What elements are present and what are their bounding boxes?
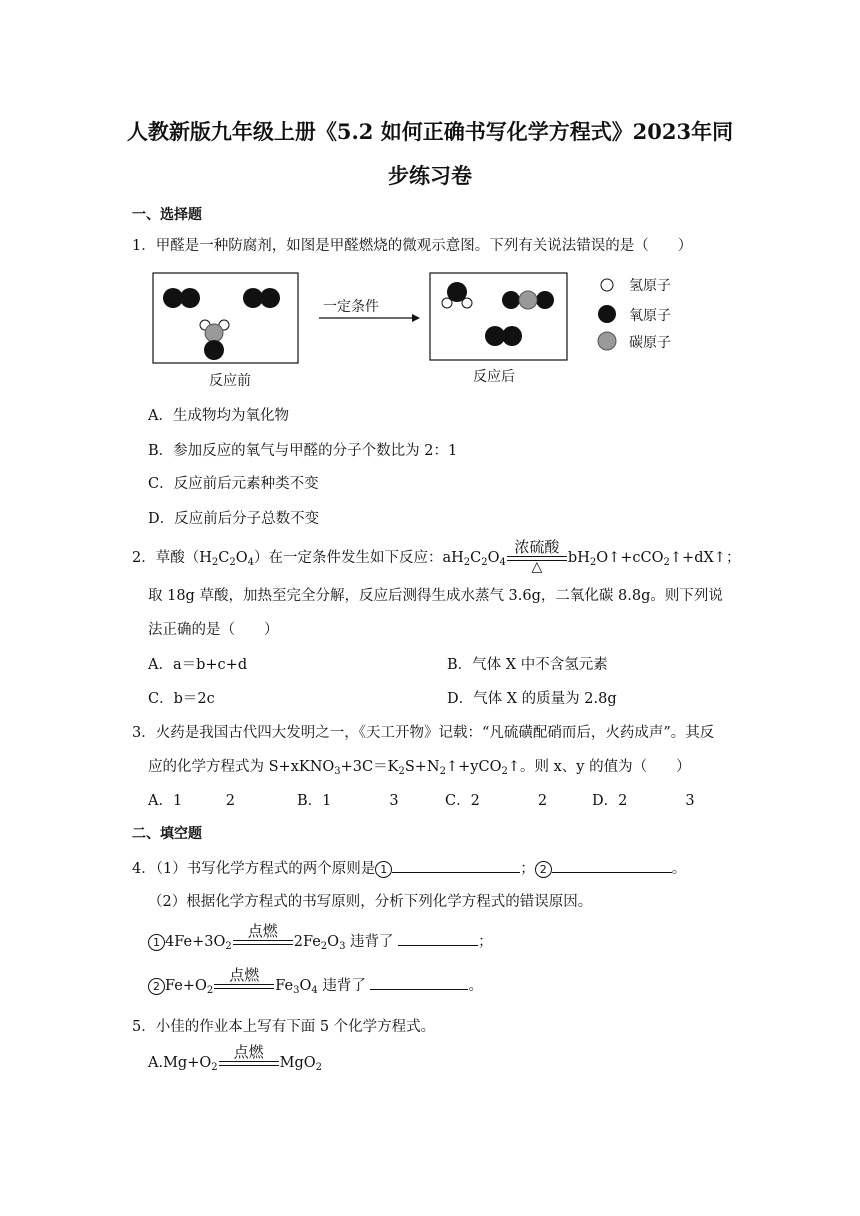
oxygen-atom — [502, 326, 522, 346]
q5-eq-a-condition: 点燃 — [233, 1043, 264, 1061]
carbon-atom — [519, 291, 537, 309]
page-title-line1: 人教新版九年级上册《5.2 如何正确书写化学方程式》2023年同 — [126, 119, 734, 144]
before-label: 反应前 — [209, 373, 251, 389]
oxygen-atom — [204, 340, 224, 360]
q4-eq2-condition: 点燃 — [229, 966, 260, 984]
q4-eq2-violate: 违背了 — [322, 978, 366, 994]
q4-eq2-sign — [214, 966, 274, 994]
q2-option-b: B．气体 X 中不含氢元素 — [447, 657, 608, 673]
q2-prefix: 2．草酸（H — [132, 550, 212, 566]
hydrogen-atom — [462, 298, 472, 308]
answer-blank-principle-1[interactable] — [392, 858, 520, 873]
q1-stem: 1．甲醛是一种防腐剂，如图是甲醛燃烧的微观示意图。下列有关说法错误的是（ ） — [132, 238, 693, 254]
hydrogen-atom — [442, 298, 452, 308]
legend-oxygen-label: 氧原子 — [629, 308, 671, 324]
legend-hydrogen-icon — [601, 279, 613, 291]
q4-eq1-sign — [233, 922, 293, 950]
q1-option-d: D．反应前后分子总数不变 — [148, 511, 320, 527]
q5-line1: 5．小佳的作业本上写有下面 5 个化学方程式。 — [132, 1019, 436, 1035]
q4-eq1: 1 $4Fe+3O_2$ 点燃 $2Fe_2O_3$ 违背了 ； — [148, 930, 493, 952]
before-box — [153, 273, 298, 363]
q2-line3: 法正确的是（ ） — [148, 622, 279, 638]
q1-option-a: A．生成物均为氧化物 — [148, 408, 289, 424]
q4-eq1-violate: 违背了 — [350, 934, 394, 950]
q1-figure — [152, 270, 692, 395]
q5-eq-a-sign — [219, 1043, 279, 1071]
q2-option-c: C．b＝2c — [148, 691, 215, 707]
circled-number-1: 1 — [375, 861, 392, 878]
q3-option-b: B．1 3 — [297, 793, 399, 809]
circled-number-1: 1 — [148, 934, 165, 951]
legend-hydrogen-label: 氢原子 — [629, 278, 671, 294]
q4-line1-prefix: 4．（1）书写化学方程式的两个原则是 — [132, 861, 376, 877]
q2-option-d: D．气体 X 的质量为 2.8g — [447, 691, 617, 707]
q5-eq-a: $A.Mg+O_2$ 点燃 MgO$_2$ — [148, 1043, 323, 1073]
oxygen-atom — [536, 291, 554, 309]
q1-option-b: B．参加反应的氧气与甲醛的分子个数比为 2：1 — [148, 443, 458, 459]
q2-line1: 2．草酸$(H_2C_2O_4)$在一定条件发生如下反应：$aH_2C_2O_4$ 浓硫酸 △ $bH_2O↑+cCO_2↑+dX↑$； — [132, 538, 741, 575]
q2-equation-sign — [507, 538, 567, 575]
q4-eq1-condition: 点燃 — [247, 922, 278, 940]
circled-number-2: 2 — [148, 978, 165, 995]
q2-line2: 取 18g 草酸，加热至完全分解，反应后测得生成水蒸气 3.6g，二氧化碳 8.8g。则下列说 — [148, 588, 723, 604]
oxygen-atom — [260, 288, 280, 308]
q1-option-c: C．反应前后元素种类不变 — [148, 476, 319, 492]
reaction-condition: 一定条件 — [323, 299, 379, 315]
circled-number-2: 2 — [535, 861, 552, 878]
answer-blank-eq2[interactable] — [370, 975, 468, 990]
q3-line2: 应的化学方程式为 $S+xKNO_3+3C=K_2S+N_2↑+yCO_2↑$。则 x、y 的值为（ ） — [148, 759, 691, 777]
q3-option-d: D．2 3 — [592, 793, 695, 809]
answer-blank-principle-2[interactable] — [552, 858, 672, 873]
q2-eq-condition: 浓硫酸 — [514, 538, 560, 556]
q4-eq2: 2 $Fe+O_2$ 点燃 $Fe_3O_4$ 违背了 。 — [148, 974, 483, 996]
q4-line2: （2）根据化学方程式的书写原则，分析下列化学方程式的错误原因。 — [148, 894, 593, 910]
q2-option-a: A．a＝b+c+d — [148, 657, 248, 673]
answer-blank-eq1[interactable] — [398, 931, 478, 946]
section-heading-fill: 二、填空题 — [132, 826, 202, 842]
q4-line1: 4．（1）书写化学方程式的两个原则是 1 ； 2 。 — [132, 857, 686, 878]
legend-oxygen-icon — [598, 305, 616, 323]
section-heading-choice: 一、选择题 — [132, 207, 202, 223]
after-label: 反应后 — [473, 369, 515, 385]
legend-carbon-icon — [598, 332, 616, 350]
oxygen-atom — [502, 291, 520, 309]
page-title-line2: 步练习卷 — [388, 163, 472, 188]
arrow-head — [412, 314, 420, 322]
q3-option-c: C．2 2 — [445, 793, 548, 809]
oxygen-atom — [180, 288, 200, 308]
carbon-atom — [205, 324, 223, 342]
legend-carbon-label: 碳原子 — [629, 335, 671, 351]
q3-option-a: A．1 2 — [148, 793, 235, 809]
q3-line1: 3．火药是我国古代四大发明之一，《天工开物》记载：“凡硫磺配硝而后，火药成声”。其反 — [132, 725, 715, 741]
q2-eq-delta: △ — [531, 559, 543, 575]
